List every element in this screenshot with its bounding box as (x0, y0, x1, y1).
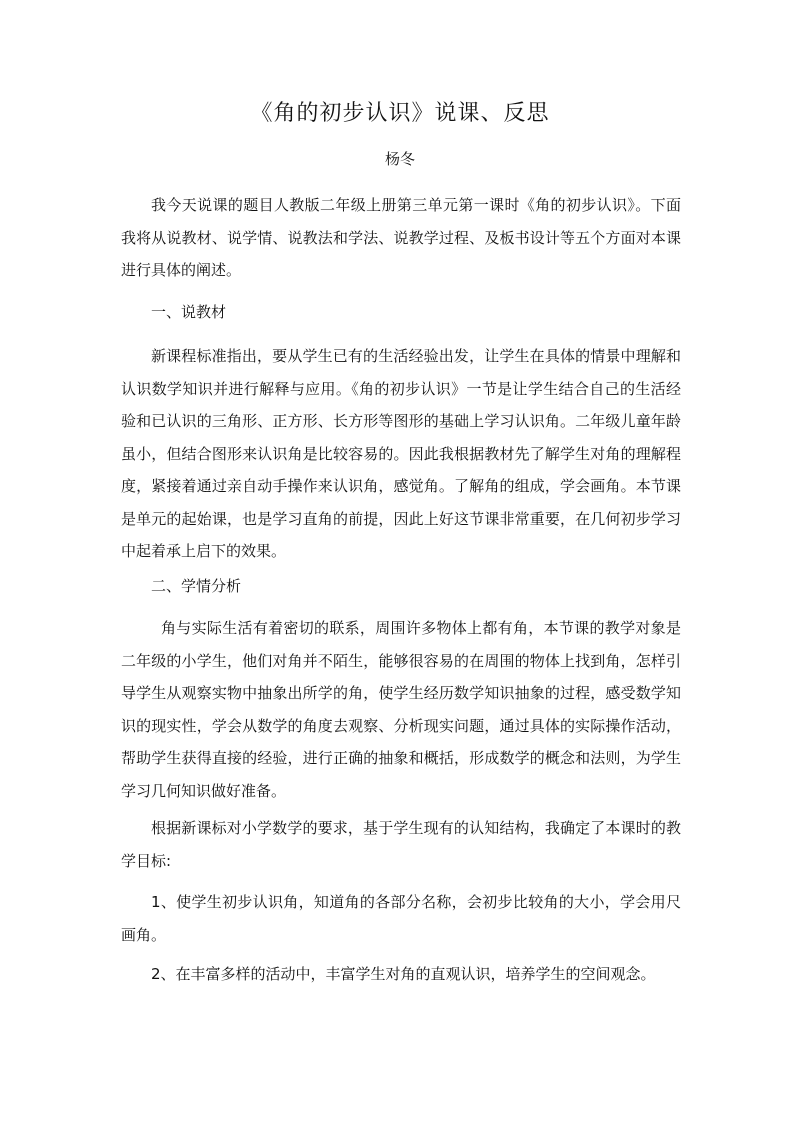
student-analysis-paragraph: 角与实际生活有着密切的联系，周围许多物体上都有角，本节课的教学对象是二年级的小学生，他们对角并不陌生，能够很容易的在周围的物体上找到角，怎样引导学生从观察实物中抽象出所学的角，使学生经历数学知识抽象的过程，感受数学知识的现实性，学会从数学的角度去观察、分析现实问题，通过具体的实际操作活动，帮助学生获得直接的经验，进行正确的抽象和概括，形成数学的概念和法则，为学生学习几何知识做好准备。 (121, 619, 681, 800)
author-name: 杨冬 (384, 150, 415, 168)
intro-paragraph: 我今天说课的题目人教版二年级上册第三单元第一课时《角的初步认识》。下面我将从说教材、说学情、说教法和学法、说教学过程、及板书设计等五个方面对本课进行具体的阐述。 (121, 196, 681, 279)
teaching-goal-1: 1、使学生初步认识角，知道角的各部分名称，会初步比较角的大小，学会用尺画角。 (121, 893, 681, 944)
teaching-goal-2: 2、在丰富多样的活动中，丰富学生对角的直观认识，培养学生的空间观念。 (151, 965, 656, 983)
teaching-goals-intro: 根据新课标对小学数学的要求，基于学生现有的认知结构，我确定了本课时的教学目标: (121, 819, 681, 870)
teaching-material-paragraph: 新课程标准指出，要从学生已有的生活经验出发，让学生在具体的情景中理解和认识数学知识并进行解释与应用。《角的初步认识》一节是让学生结合自己的生活经验和已认识的三角形、正方形、长方形等图形的基础上学习认识角。二年级儿童年龄虽小，但结合图形来认识角是比较容易的。因此我根据教材先了解学生对角的理解程度，紧接着通过亲自动手操作来认识角，感觉角。了解角的组成，学会画角。本节课是单元的起始课，也是学习直角的前提，因此上好这节课非常重要，在几何初步学习中起着承上启下的效果。 (121, 347, 681, 560)
document-title: 《角的初步认识》说课、反思 (250, 101, 550, 126)
section-heading-student-analysis: 二、学情分析 (151, 577, 242, 595)
section-heading-teaching-material: 一、说教材 (151, 303, 227, 321)
